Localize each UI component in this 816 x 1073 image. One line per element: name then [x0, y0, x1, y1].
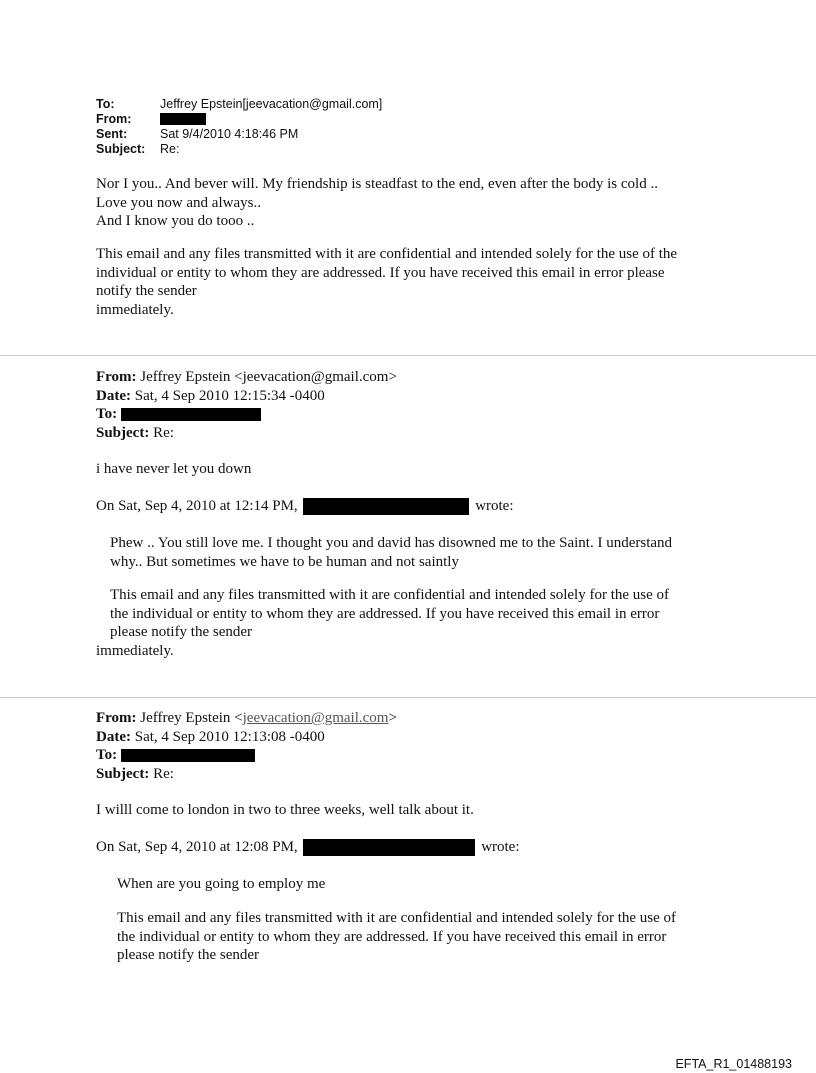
subject-row — [96, 765, 397, 784]
to-row — [96, 97, 382, 112]
date-label: Date: — [96, 387, 131, 404]
date-label: Date: — [96, 728, 131, 745]
disclaimer — [96, 245, 677, 319]
disclaimer-line: the individual or entity to whom they are addressed. If you have received this email in error — [110, 605, 660, 622]
disclaimer-line: This email and any files transmitted with it are confidential and intended solely for the use of — [110, 587, 670, 603]
disclaimer-line: please notify the sender — [117, 947, 260, 963]
to-row — [96, 746, 397, 765]
from-row — [96, 368, 397, 387]
document-id: EFTA_R1_01488193 — [675, 1057, 792, 1071]
from-label: From: — [96, 710, 137, 726]
quoted-disclaimer — [110, 586, 669, 642]
redaction-box — [121, 749, 255, 762]
disclaimer-line: notify the sender — [96, 283, 197, 299]
reply-body: i have never let you down — [96, 461, 252, 477]
subject-row — [96, 142, 382, 157]
from-row — [96, 112, 382, 127]
subject-label: Subject: — [96, 765, 150, 782]
email-header — [96, 97, 382, 157]
date-row — [96, 387, 397, 406]
quoted-email-header — [96, 368, 397, 442]
disclaimer-line: please notify the sender — [110, 624, 253, 640]
disclaimer-line: the individual or entity to whom they are addressed. If you have received this email in error — [117, 928, 667, 945]
subject-row — [96, 424, 397, 443]
from-label: From: — [96, 112, 132, 126]
message-body — [96, 175, 658, 231]
date-value: Sat, 4 Sep 2010 12:13:08 -0400 — [130, 728, 325, 745]
quote-attribution — [96, 838, 520, 857]
from-value: Jeffrey Epstein <jeevacation@gmail.com> — [136, 369, 397, 385]
divider — [0, 355, 816, 356]
disclaimer-tail: immediately. — [96, 643, 174, 659]
divider — [0, 697, 816, 698]
subject-value: Re: — [160, 142, 180, 156]
sent-value: Sat 9/4/2010 4:18:46 PM — [160, 127, 299, 141]
from-label: From: — [96, 369, 137, 385]
disclaimer-line: This email and any files transmitted with it are confidential and intended solely for the use of the — [96, 246, 678, 262]
from-prefix: Jeffrey Epstein < — [136, 710, 243, 726]
to-label: To: — [96, 406, 118, 422]
quote-attribution — [96, 497, 514, 516]
disclaimer-line: immediately. — [96, 301, 174, 318]
subject-label: Subject: — [96, 424, 150, 441]
quote-wrote: wrote: — [475, 498, 514, 514]
to-label: To: — [96, 747, 118, 763]
disclaimer-line: individual or entity to whom they are addressed. If you have received this email in error please — [96, 264, 665, 281]
redaction-box — [303, 498, 469, 515]
redaction-box — [303, 839, 475, 856]
to-value: Jeffrey Epstein[jeevacation@gmail.com] — [160, 97, 383, 111]
quoted-email-header — [96, 709, 397, 783]
body-line: Love you now and always.. — [96, 194, 261, 211]
quote-wrote: wrote: — [481, 839, 520, 855]
quote-intro: On Sat, Sep 4, 2010 at 12:08 PM, — [96, 839, 298, 855]
sent-row — [96, 127, 382, 142]
date-row — [96, 728, 397, 747]
quoted-line: When are you going to employ me — [117, 876, 326, 892]
sent-label: Sent: — [96, 127, 128, 141]
to-row — [96, 405, 397, 424]
redaction-box — [160, 113, 206, 125]
quoted-line: why.. But sometimes we have to be human and not saintly — [110, 553, 459, 570]
reply-body: I willl come to london in two to three weeks, well talk about it. — [96, 802, 474, 818]
from-suffix: > — [388, 710, 397, 726]
quoted-line: Phew .. You still love me. I thought you and david has disowned me to the Saint. I understand — [110, 535, 673, 551]
body-line: And I know you do tooo .. — [96, 213, 255, 229]
to-label: To: — [96, 97, 115, 111]
subject-value: Re: — [149, 424, 174, 441]
disclaimer-line: This email and any files transmitted with it are confidential and intended solely for the use of — [117, 910, 677, 926]
email-link[interactable]: jeevacation@gmail.com — [242, 710, 389, 726]
subject-label: Subject: — [96, 142, 146, 156]
date-value: Sat, 4 Sep 2010 12:15:34 -0400 — [130, 387, 325, 404]
from-row — [96, 709, 397, 728]
redaction-box — [121, 408, 261, 421]
quoted-text — [110, 534, 672, 571]
subject-value: Re: — [149, 765, 174, 782]
body-line: Nor I you.. And bever will. My friendship is steadfast to the end, even after the body is cold .. — [96, 176, 658, 192]
quoted-disclaimer — [117, 909, 676, 965]
quote-intro: On Sat, Sep 4, 2010 at 12:14 PM, — [96, 498, 298, 514]
